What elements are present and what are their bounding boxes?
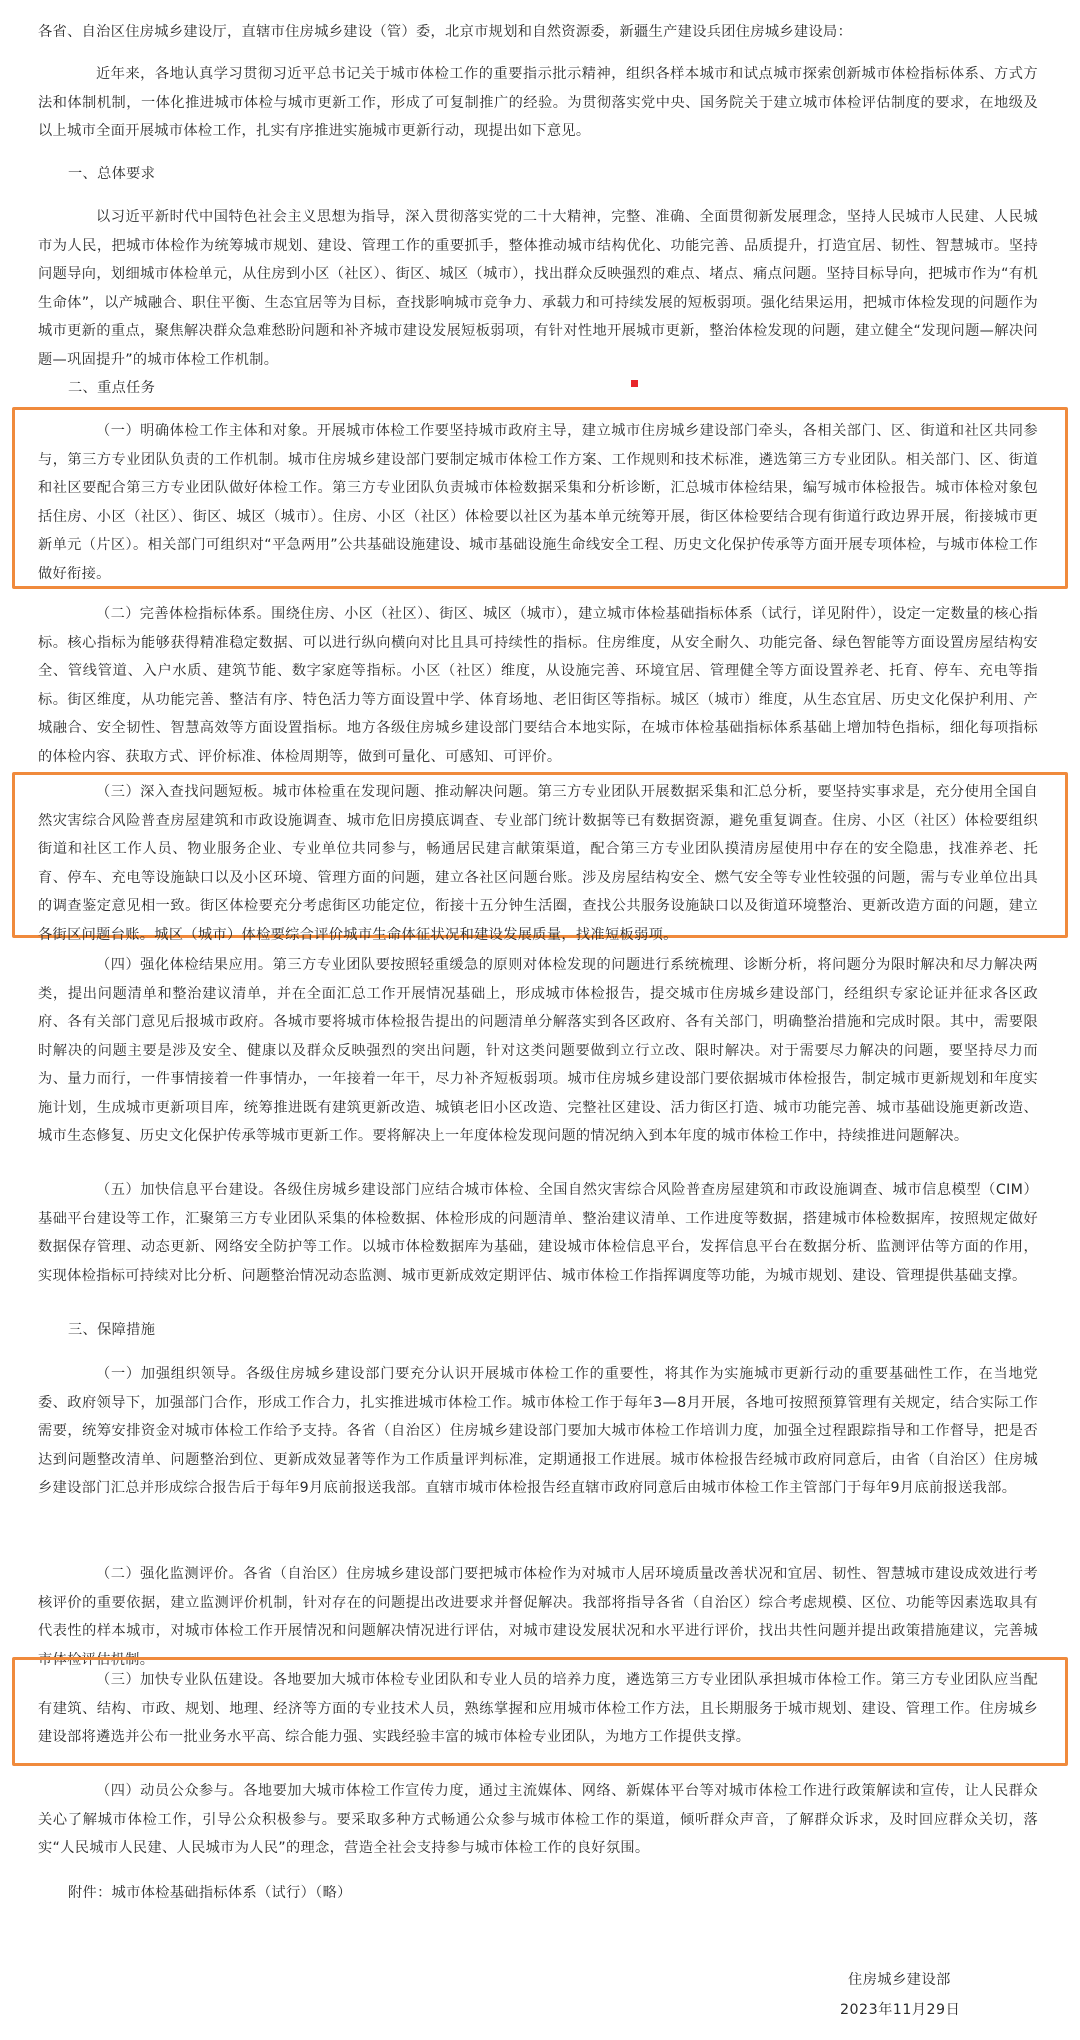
section-heading-key-tasks: 二、重点任务	[68, 380, 156, 396]
task-1-paragraph: （一）明确体检工作主体和对象。开展城市体检工作要坚持城市政府主导，建立城市住房城乡建设部门牵头，各相关部门、区、街道和社区共同参与，第三方专业团队负责的工作机制。城市住房城乡建设部门要制定城市体检工作方案、工作规则和技术标准，遴选第三方专业团队。相关部门、区、街道和社区要配合第三方专业团队做好体检工作。第三方专业团队负责城市体检数据采集和分析诊断，汇总城市体检结果，编写城市体检报告。城市体检对象包括住房、小区（社区）、街区、城区（城市）。住房、小区（社区）体检要以社区为基本单元统筹开展，街区体检要结合现有街道行政边界开展，衔接城市更新单元（片区）。相关部门可组织对“平急两用”公共基础设施建设、城市基础设施生命线安全工程、历史文化保护传承等方面开展专项体检，与城市体检工作做好衔接。	[38, 423, 1038, 582]
task-5-paragraph: （五）加快信息平台建设。各级住房城乡建设部门应结合城市体检、全国自然灾害综合风险普查房屋建筑和市政设施调查、城市信息模型（CIM）基础平台建设等工作，汇聚第三方专业团队采集的体检数据、体检形成的问题清单、整治建议清单、工作进度等数据，搭建城市体检数据库，按照规定做好数据保存管理、动态更新、网络安全防护等工作。以城市体检数据库为基础，建设城市体检信息平台，发挥信息平台在数据分析、监测评估等方面的作用，实现体检指标可持续对比分析、问题整治情况动态监测、城市更新成效定期评估、城市体检工作指挥调度等功能，为城市规划、建设、管理提供基础支撑。	[38, 1182, 1038, 1284]
salutation: 各省、自治区住房城乡建设厅，直辖市住房城乡建设（管）委，北京市规划和自然资源委，新疆生产建设兵团住房城乡建设局：	[38, 24, 853, 40]
safeguard-1-paragraph: （一）加强组织领导。各级住房城乡建设部门要充分认识开展城市体检工作的重要性，将其作为实施城市更新行动的重要基础性工作，在当地党委、政府领导下，加强部门合作，形成工作合力，扎实推进城市体检工作。城市体检工作于每年3—8月开展，各地可按照预算管理有关规定，结合实际工作需要，统筹安排资金对城市体检工作给予支持。各省（自治区）住房城乡建设部门要加大城市体检工作培训力度，加强全过程跟踪指导和工作督导，把是否达到问题整改清单、问题整治到位、更新成效显著等作为工作质量评判标准，定期通报工作进展。城市体检报告经城市政府同意后，由省（自治区）住房城乡建设部门汇总并形成综合报告后于每年9月底前报送我部。直辖市城市体检报告经直辖市政府同意后由城市体检工作主管部门于每年9月底前报送我部。	[38, 1366, 1038, 1496]
intro-paragraph: 近年来，各地认真学习贯彻习近平总书记关于城市体检工作的重要指示批示精神，组织各样本城市和试点城市探索创新城市体检指标体系、方式方法和体制机制，一体化推进城市体检与城市更新工作，形成了可复制推广的经验。为贯彻落实党中央、国务院关于建立城市体检评估制度的要求，在地级及以上城市全面开展城市体检工作，扎实有序推进实施城市更新行动，现提出如下意见。	[38, 66, 1038, 139]
signature-organization: 住房城乡建设部	[848, 1972, 951, 1988]
general-requirements-paragraph: 以习近平新时代中国特色社会主义思想为指导，深入贯彻落实党的二十大精神，完整、准确、全面贯彻新发展理念，坚持人民城市人民建、人民城市为人民，把城市体检作为统筹城市规划、建设、管理工作的重要抓手，整体推动城市结构优化、功能完善、品质提升，打造宜居、韧性、智慧城市。坚持问题导向，划细城市体检单元，从住房到小区（社区）、街区、城区（城市），找出群众反映强烈的难点、堵点、痛点问题。坚持目标导向，把城市作为“有机生命体”，以产城融合、职住平衡、生态宜居等为目标，查找影响城市竞争力、承载力和可持续发展的短板弱项。强化结果运用，把城市体检发现的问题作为城市更新的重点，聚焦解决群众急难愁盼问题和补齐城市建设发展短板弱项，有针对性地开展城市更新，整治体检发现的问题，建立健全“发现问题—解决问题—巩固提升”的城市体检工作机制。	[38, 209, 1038, 368]
section-heading-safeguards: 三、保障措施	[68, 1322, 156, 1338]
safeguard-3-paragraph: （三）加快专业队伍建设。各地要加大城市体检专业团队和专业人员的培养力度，遴选第三方专业团队承担城市体检工作。第三方专业团队应当配有建筑、结构、市政、规划、地理、经济等方面的专业技术人员，熟练掌握和应用城市体检工作方法，且长期服务于城市规划、建设、管理工作。住房城乡建设部将遴选并公布一批业务水平高、综合能力强、实践经验丰富的城市体检专业团队，为地方工作提供支撑。	[38, 1672, 1038, 1745]
section-heading-general-requirements: 一、总体要求	[68, 166, 156, 182]
safeguard-2-paragraph: （二）强化监测评价。各省（自治区）住房城乡建设部门要把城市体检作为对城市人居环境质量改善状况和宜居、韧性、智慧城市建设成效进行考核评价的重要依据，建立监测评价机制，针对存在的问题提出改进要求并督促解决。我部将指导各省（自治区）综合考虑规模、区位、功能等因素选取具有代表性的样本城市，对城市体检工作开展情况和问题解决情况进行评估，对城市建设发展状况和水平进行评价，找出共性问题并提出政策措施建议，完善城市体检评估机制。	[38, 1566, 1038, 1668]
safeguard-4-paragraph: （四）动员公众参与。各地要加大城市体检工作宣传力度，通过主流媒体、网络、新媒体平台等对城市体检工作进行政策解读和宣传，让人民群众关心了解城市体检工作，引导公众积极参与。要采取多种方式畅通公众参与城市体检工作的渠道，倾听群众声音，了解群众诉求，及时回应群众关切，落实“人民城市人民建、人民城市为人民”的理念，营造全社会支持参与城市体检工作的良好氛围。	[38, 1783, 1038, 1856]
red-marker-dot	[631, 380, 638, 387]
task-3-paragraph: （三）深入查找问题短板。城市体检重在发现问题、推动解决问题。第三方专业团队开展数据采集和汇总分析，要坚持实事求是，充分使用全国自然灾害综合风险普查房屋建筑和市政设施调查、城市危旧房摸底调查、专业部门统计数据等已有数据资源，避免重复调查。住房、小区（社区）体检要组织街道和社区工作人员、物业服务企业、专业单位共同参与，畅通居民建言献策渠道，配合第三方专业团队摸清房屋使用中存在的安全隐患，找准养老、托育、停车、充电等设施缺口以及小区环境、管理方面的问题，建立各社区问题台账。涉及房屋结构安全、燃气安全等专业性较强的问题，需与专业单位出具的调查鉴定意见相一致。街区体检要充分考虑街区功能定位，衔接十五分钟生活圈，查找公共服务设施缺口以及街道环境整治、更新改造方面的问题，建立各街区问题台账。城区（城市）体检要综合评价城市生命体征状况和建设发展质量，找准短板弱项。	[38, 784, 1038, 943]
task-2-paragraph: （二）完善体检指标体系。围绕住房、小区（社区）、街区、城区（城市），建立城市体检基础指标体系（试行，详见附件），设定一定数量的核心指标。核心指标为能够获得精准稳定数据、可以进行纵向横向对比且具可持续性的指标。住房维度，从安全耐久、功能完备、绿色智能等方面设置房屋结构安全、管线管道、入户水质、建筑节能、数字家庭等指标。小区（社区）维度，从设施完善、环境宜居、管理健全等方面设置养老、托育、停车、充电等指标。街区维度，从功能完善、整洁有序、特色活力等方面设置中学、体育场地、老旧街区等指标。城区（城市）维度，从生态宜居、历史文化保护利用、产城融合、安全韧性、智慧高效等方面设置指标。地方各级住房城乡建设部门要结合本地实际，在城市体检基础指标体系基础上增加特色指标，细化每项指标的体检内容、获取方式、评价标准、体检周期等，做到可量化、可感知、可评价。	[38, 606, 1038, 765]
attachment-note: 附件：城市体检基础指标体系（试行）（略）	[68, 1885, 352, 1901]
signature-date: 2023年11月29日	[840, 2002, 961, 2018]
task-4-paragraph: （四）强化体检结果应用。第三方专业团队要按照轻重缓急的原则对体检发现的问题进行系统梳理、诊断分析，将问题分为限时解决和尽力解决两类，提出问题清单和整治建议清单，并在全面汇总工作开展情况基础上，形成城市体检报告，提交城市住房城乡建设部门，经组织专家论证并征求各区政府、各有关部门意见后报城市政府。各城市要将城市体检报告提出的问题清单分解落实到各区政府、各有关部门，明确整治措施和完成时限。其中，需要限时解决的问题主要是涉及安全、健康以及群众反映强烈的突出问题，针对这类问题要做到立行立改、限时解决。对于需要尽力解决的问题，要坚持尽力而为、量力而行，一件事情接着一件事情办，一年接着一年干，尽力补齐短板弱项。城市住房城乡建设部门要依据城市体检报告，制定城市更新规划和年度实施计划，生成城市更新项目库，统筹推进既有建筑更新改造、城镇老旧小区改造、完整社区建设、活力街区打造、城市功能完善、城市基础设施更新改造、城市生态修复、历史文化保护传承等城市更新工作。要将解决上一年度体检发现问题的情况纳入到本年度的城市体检工作中，持续推进问题解决。	[38, 957, 1038, 1144]
